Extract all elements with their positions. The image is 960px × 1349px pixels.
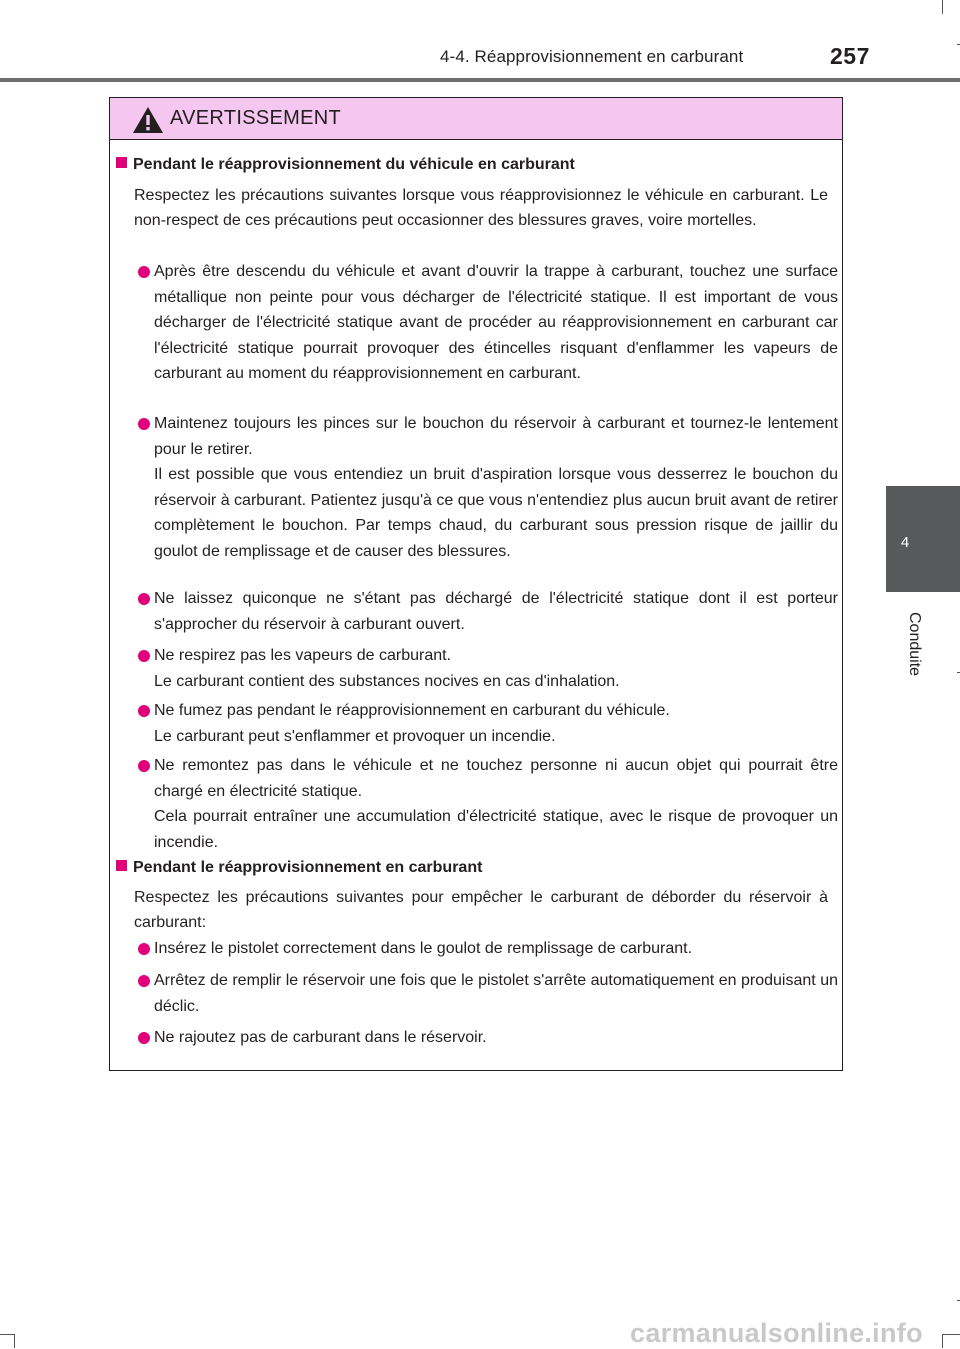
chapter-tab bbox=[886, 486, 960, 592]
list-item bbox=[134, 586, 838, 637]
warning-box bbox=[109, 97, 843, 1071]
running-header: 4-4. Réapprovisionnement en carburant bbox=[440, 47, 744, 66]
list-item bbox=[134, 259, 838, 387]
list-item-text: Ne respirez pas les vapeurs de carburant. bbox=[154, 647, 452, 664]
crop-mark bbox=[942, 1334, 960, 1335]
warning-triangle-icon bbox=[132, 106, 164, 134]
bullet-dot-icon bbox=[138, 418, 150, 430]
section-heading-text: Pendant le réapprovisionnement du véhicule en carburant bbox=[133, 156, 575, 173]
bullet-dot-icon bbox=[138, 943, 150, 955]
chapter-label-text: Conduite bbox=[906, 612, 923, 677]
list-item bbox=[134, 968, 838, 1019]
chapter-number: 4 bbox=[900, 534, 910, 551]
crop-mark bbox=[942, 1334, 943, 1348]
list-item-text: Il est possible que vous entendiez un bruit d'aspiration lorsque vous desserrez le bouchon du réservoir à carburant. Patientez jusqu'à ce que vous n'entendiez plus aucun bruit avant de retirer complètement le bouchon. Par temps chaud, du carburant sous pression risque de jaillir du goulot de remplissage et de causer des blessures. bbox=[154, 466, 838, 560]
section-intro: Respectez les précautions suivantes lorsque vous réapprovisionnez le véhicule en carburant. Le non-respect de ces précautions peut occasionner des blessures graves, voire mortelles. bbox=[134, 187, 828, 229]
crop-mark bbox=[942, 0, 943, 14]
bullet-dot-icon bbox=[138, 593, 150, 605]
header-rule bbox=[0, 78, 960, 82]
warning-title: AVERTISSEMENT bbox=[170, 107, 341, 129]
bullet-dot-icon bbox=[138, 1032, 150, 1044]
crop-mark bbox=[14, 1334, 15, 1348]
list-item-text: Maintenez toujours les pinces sur le bouchon du réservoir à carburant et tournez-le lentement pour le retirer. bbox=[154, 415, 838, 458]
list-item-text: Après être descendu du véhicule et avant d'ouvrir la trappe à carburant, touchez une surface métallique non peinte pour vous décharger de l'électricité statique. Il est important de vous décharger de l'électricité statique avant de procéder au réapprovisionnement en carburant car l'électricité statique pourrait provoquer des étincelles risquant d'enflammer les vapeurs de carburant au moment du réapprovisionnement en carburant. bbox=[154, 263, 838, 382]
list-item bbox=[134, 753, 838, 855]
list-item-text: Ne laissez quiconque ne s'étant pas déchargé de l'électricité statique dont il est porteur s'approcher du réservoir à carburant ouvert. bbox=[154, 590, 838, 633]
list-item-text: Ne remontez pas dans le véhicule et ne touchez personne ni aucun objet qui pourrait être chargé en électricité statique. bbox=[154, 757, 838, 800]
list-item bbox=[134, 411, 838, 564]
bullet-dot-icon bbox=[138, 975, 150, 987]
bullet-dot-icon bbox=[138, 266, 150, 278]
bullet-dot-icon bbox=[138, 705, 150, 717]
list-item-text: Cela pourrait entraîner une accumulation d'électricité statique, avec le risque de provoquer un incendie. bbox=[154, 808, 838, 851]
list-item-text: Insérez le pistolet correctement dans le goulot de remplissage de carburant. bbox=[154, 940, 693, 957]
list-item-text: Arrêtez de remplir le réservoir une fois que le pistolet s'arrête automatiquement en produisant un déclic. bbox=[154, 972, 838, 1015]
bullet-dot-icon bbox=[138, 650, 150, 662]
section-intro: Respectez les précautions suivantes pour empêcher le carburant de déborder du réservoir à carburant: bbox=[134, 889, 828, 931]
list-item-text: Le carburant peut s'enflammer et provoquer un incendie. bbox=[154, 727, 556, 745]
list-item-text: Ne rajoutez pas de carburant dans le réservoir. bbox=[154, 1029, 487, 1046]
list-item bbox=[134, 643, 838, 694]
warning-header bbox=[110, 98, 842, 140]
list-item bbox=[134, 698, 838, 749]
list-item-text: Le carburant contient des substances nocives en cas d'inhalation. bbox=[154, 672, 620, 690]
list-item-text: Ne fumez pas pendant le réapprovisionnement en carburant du véhicule. bbox=[154, 702, 670, 719]
square-bullet-icon bbox=[116, 860, 127, 871]
section-heading-text: Pendant le réapprovisionnement en carburant bbox=[133, 859, 483, 876]
chapter-label bbox=[905, 612, 925, 692]
section-heading bbox=[116, 859, 482, 877]
page-number: 257 bbox=[830, 43, 870, 69]
square-bullet-icon bbox=[116, 157, 127, 168]
bullet-dot-icon bbox=[138, 760, 150, 772]
watermark: carmanualsonline.info bbox=[630, 1318, 923, 1348]
list-item bbox=[134, 936, 838, 962]
list-item bbox=[134, 1025, 838, 1051]
crop-mark bbox=[0, 1334, 14, 1335]
section-heading bbox=[116, 156, 575, 174]
